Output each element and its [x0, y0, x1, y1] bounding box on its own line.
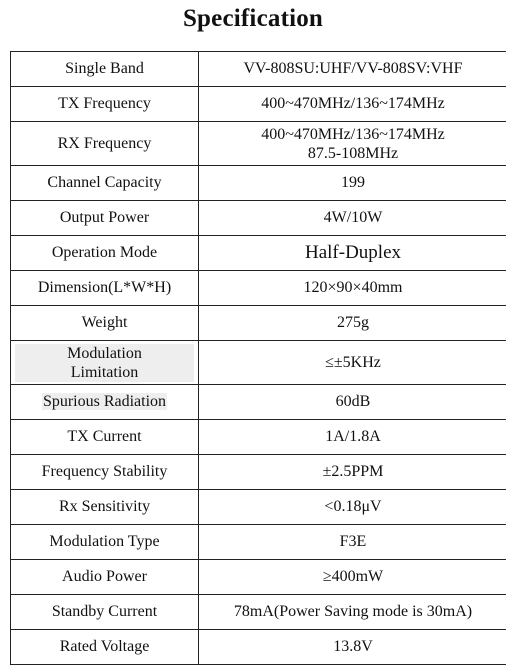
spec-label: Standby Current: [11, 595, 199, 630]
spec-label: Dimension(L*W*H): [11, 271, 199, 306]
spec-value: 78mA(Power Saving mode is 30mA): [199, 595, 506, 630]
spec-label: [11, 385, 199, 420]
spec-value: F3E: [199, 525, 506, 560]
table-row: [11, 455, 506, 490]
spec-value-line: 400~470MHz/136~174MHz: [261, 125, 445, 143]
spec-value: Half-Duplex: [199, 236, 506, 271]
table-row: [11, 166, 506, 201]
spec-value: 120×90×40mm: [199, 271, 506, 306]
table-row: [11, 271, 506, 306]
spec-value: 400~470MHz/136~174MHz: [199, 87, 506, 122]
table-row: [11, 122, 506, 166]
spec-label: Audio Power: [11, 560, 199, 595]
spec-label-text: Modulation: [15, 344, 194, 363]
table-row: [11, 52, 506, 87]
spec-value: 1A/1.8A: [199, 420, 506, 455]
spec-label-text: Limitation: [15, 363, 194, 382]
table-row: [11, 87, 506, 122]
spec-value: ≤±5KHz: [199, 341, 506, 385]
spec-value-line: 87.5-108MHz: [307, 144, 399, 162]
spec-label: RX Frequency: [11, 122, 199, 166]
table-row: [11, 525, 506, 560]
spec-label: Rx Sensitivity: [11, 490, 199, 525]
table-row: [11, 630, 506, 665]
spec-value: 4W/10W: [199, 201, 506, 236]
spec-label-text: Spurious Radiation: [42, 393, 167, 410]
spec-value: ≥400mW: [199, 560, 506, 595]
page-title: Specification: [182, 5, 324, 32]
spec-label: Operation Mode: [11, 236, 199, 271]
spec-label: Modulation Type: [11, 525, 199, 560]
spec-value: VV-808SU:UHF/VV-808SV:VHF: [199, 52, 506, 87]
spec-label: TX Frequency: [11, 87, 199, 122]
table-row: [11, 490, 506, 525]
table-row: [11, 385, 506, 420]
table-row: [11, 201, 506, 236]
spec-value: 13.8V: [199, 630, 506, 665]
table-row: [11, 341, 506, 385]
spec-label-line: [15, 344, 194, 363]
spec-value: [199, 122, 506, 166]
spec-value: 199: [199, 166, 506, 201]
spec-value: ±2.5PPM: [199, 455, 506, 490]
spec-label: Single Band: [11, 52, 199, 87]
table-row: [11, 236, 506, 271]
spec-label: Channel Capacity: [11, 166, 199, 201]
spec-label: [11, 341, 199, 385]
table-row: [11, 560, 506, 595]
spec-label: TX Current: [11, 420, 199, 455]
spec-label-line: [15, 363, 194, 382]
spec-value: 60dB: [199, 385, 506, 420]
spec-label: Frequency Stability: [11, 455, 199, 490]
spec-label: Output Power: [11, 201, 199, 236]
spec-value: 275g: [199, 306, 506, 341]
table-row: [11, 420, 506, 455]
table-row: [11, 595, 506, 630]
spec-label: Rated Voltage: [11, 630, 199, 665]
spec-label: Weight: [11, 306, 199, 341]
specification-table: [10, 51, 506, 665]
spec-value: <0.18μV: [199, 490, 506, 525]
table-row: [11, 306, 506, 341]
